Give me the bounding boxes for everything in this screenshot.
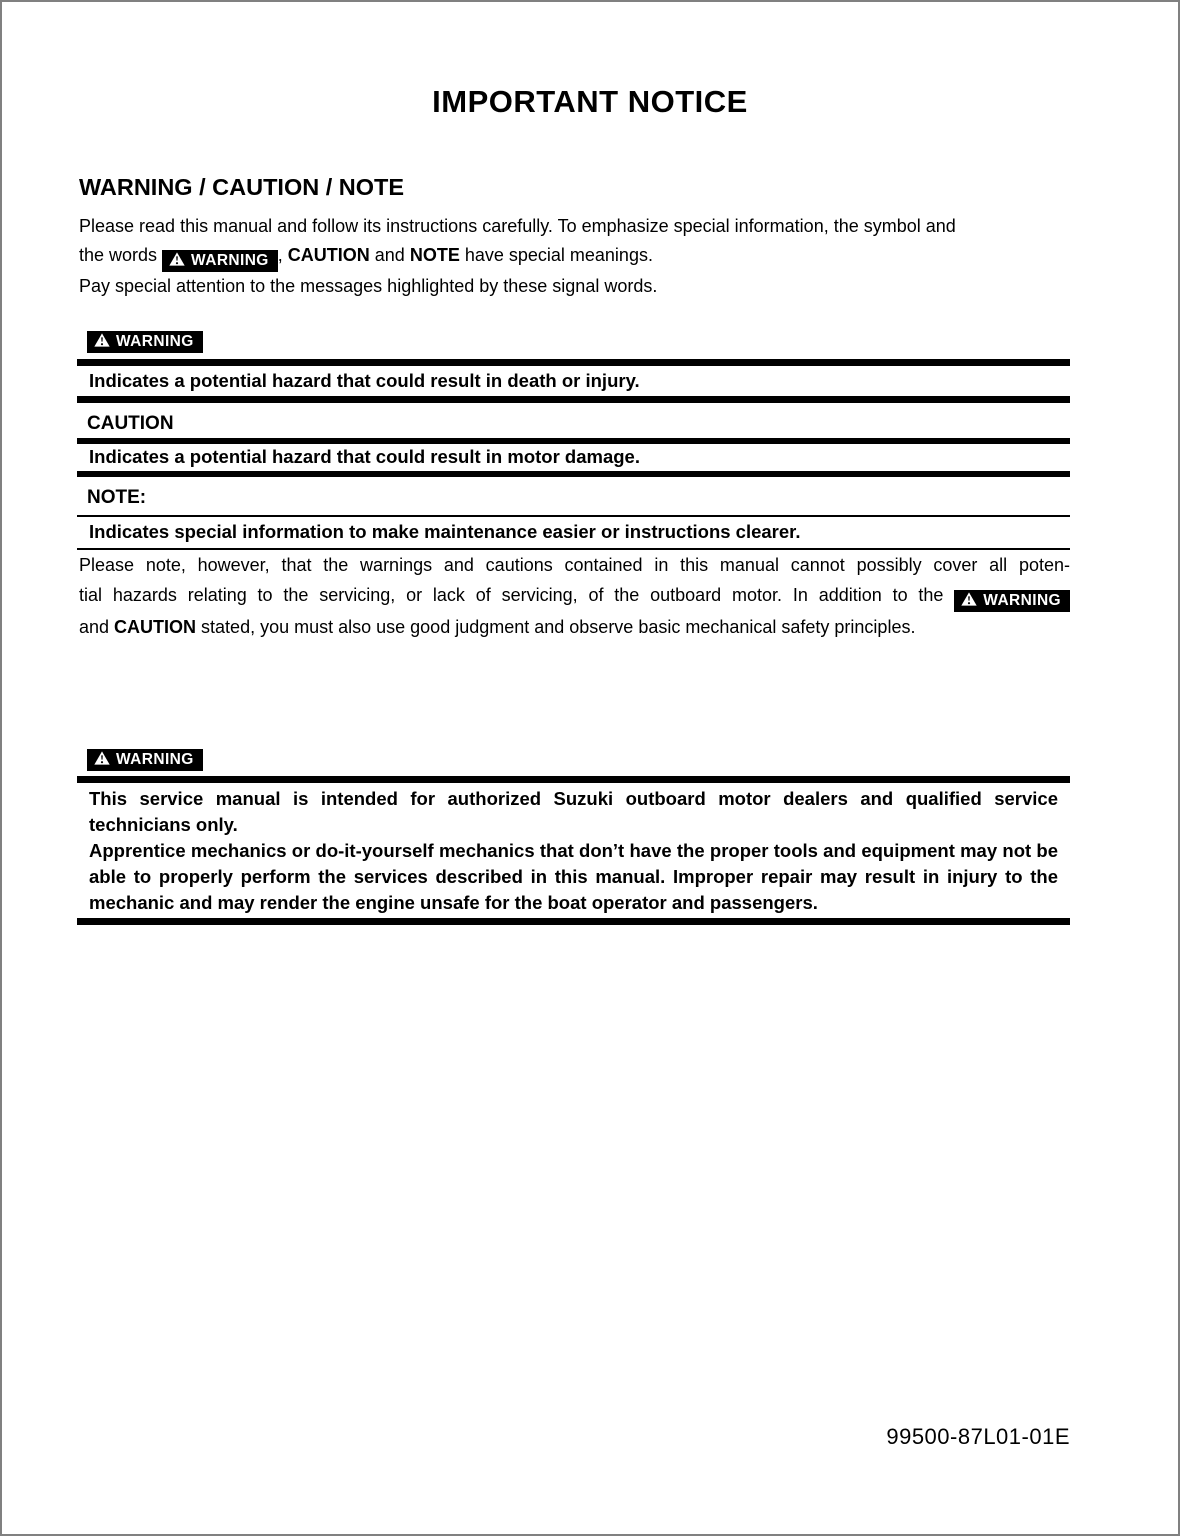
middle-paragraph-line-3-tail: stated, you must also use good judgment and observe basic mechanical safety principles. — [196, 617, 916, 637]
caution-word: CAUTION — [114, 617, 197, 637]
note-definition-text: Indicates special information to make maintenance easier or instructions clearer. — [89, 521, 801, 542]
warning-definition-box — [77, 359, 1070, 403]
warning-badge-label: WARNING — [191, 252, 269, 269]
intro-line-2-before: the words — [79, 245, 163, 265]
note-definition-box — [77, 515, 1070, 550]
document-number: 99500-87L01-01E — [886, 1424, 1070, 1449]
section-heading: WARNING / CAUTION / NOTE — [79, 174, 405, 200]
warning-triangle-icon — [94, 751, 110, 765]
caution-word: CAUTION — [287, 245, 370, 265]
warning-triangle-icon — [169, 252, 185, 266]
caution-definition-box — [77, 438, 1070, 477]
warning-definition-text: Indicates a potential hazard that could result in death or injury. — [89, 370, 640, 391]
warning-badge-label: WARNING — [983, 592, 1061, 609]
middle-paragraph-line-2-text: tial hazards relating to the servicing, or lack of servicing, of the outboard motor. In addition to the — [79, 585, 955, 605]
warning-triangle-icon — [961, 592, 977, 606]
intro-line-2-and: and — [369, 245, 410, 265]
service-warning-badge-row — [87, 745, 1070, 771]
service-warning-box — [77, 776, 1070, 925]
warning-badge-label: WARNING — [116, 751, 194, 768]
warning-badge-inline — [954, 590, 1070, 612]
page-title: IMPORTANT NOTICE — [432, 84, 748, 119]
warning-badge — [87, 749, 203, 771]
note-word: NOTE — [409, 245, 460, 265]
page-content — [77, 175, 1070, 925]
warning-badge-label: WARNING — [116, 333, 194, 350]
intro-line-3: Pay special attention to the messages highlighted by these signal words. — [79, 276, 658, 296]
service-warning-paragraph-1: This service manual is intended for authorized Suzuki outboard motor dealers and qualified service technicians only. — [89, 788, 1058, 835]
caution-label: CAUTION — [87, 413, 174, 434]
intro-line-2-tail: have special meanings. — [459, 245, 653, 265]
warning-badge-inline — [162, 250, 278, 272]
caution-definition-text: Indicates a potential hazard that could result in motor damage. — [89, 446, 640, 467]
middle-paragraph-line-3 — [79, 612, 1070, 642]
warning-badge-row — [87, 327, 1070, 353]
warning-triangle-icon — [94, 333, 110, 347]
intro-line-1: Please read this manual and follow its instructions carefully. To emphasize special information, the symbol and — [79, 216, 956, 236]
middle-paragraph-line-1: Please note, however, that the warnings and cautions contained in this manual cannot possibly cover all poten- — [79, 555, 1070, 575]
warning-badge — [87, 331, 203, 353]
intro-line-2-comma: , — [277, 245, 288, 265]
note-label: NOTE: — [87, 487, 147, 508]
service-warning-paragraph-2: Apprentice mechanics or do-it-yourself mechanics that don’t have the proper tools and equipment may not be able to properly perform the services described in this manual. Improper repair may result in injury to the mechanic and may render the engine unsafe for the boat operator and passengers. — [89, 840, 1058, 913]
middle-paragraph-line-2 — [79, 580, 1070, 612]
intro-line-2 — [79, 241, 1070, 272]
middle-paragraph-line-3-before: and — [79, 617, 115, 637]
